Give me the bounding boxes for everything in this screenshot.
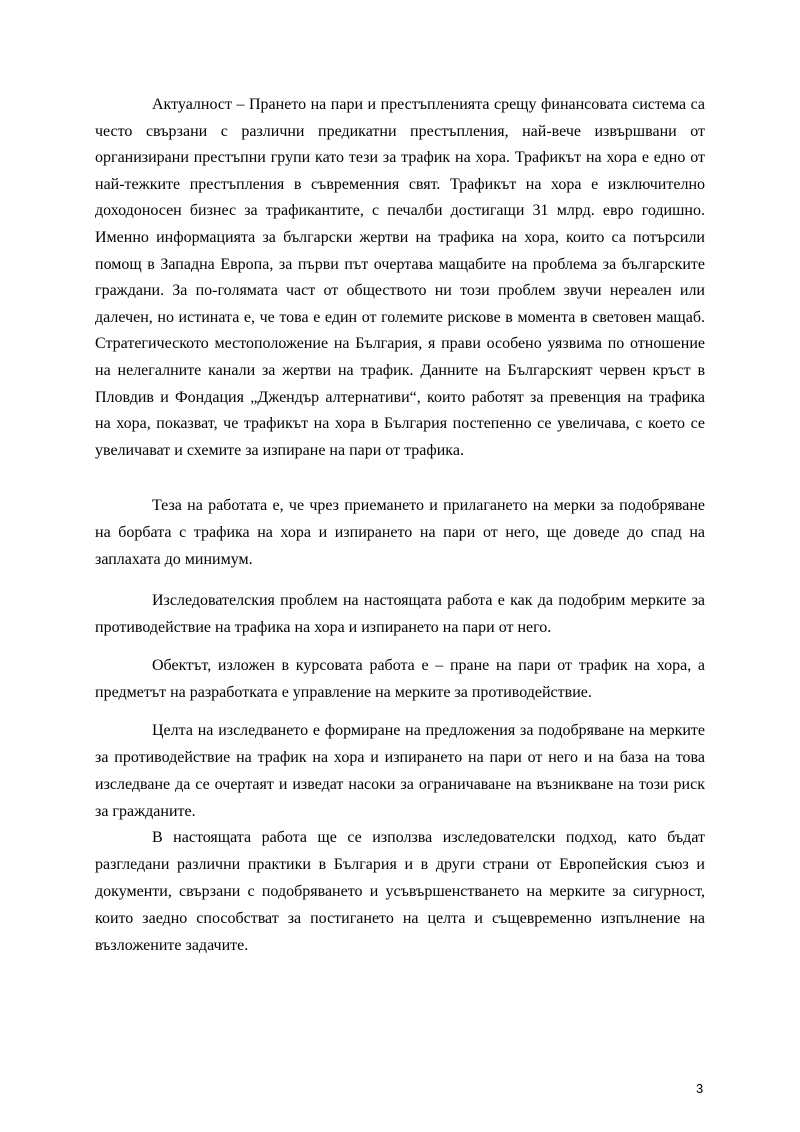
paragraph-object — [95, 652, 705, 706]
paragraph-research-problem — [95, 587, 705, 641]
text-line: често свързани с различни предикатни престъпления, най-вече извършвани от — [95, 122, 705, 140]
text-line: възложените задачите. — [95, 937, 249, 954]
paragraph-thesis — [95, 492, 705, 573]
text-line: граждани. За по-голямата част от обществото ни този проблем звучи нереален или — [95, 282, 705, 300]
text-line: изследване да се очертаят и изведат насоки за ограничаване на възникване на този риск — [95, 776, 705, 793]
paragraph-approach — [95, 824, 705, 959]
text-line: Обектът, изложен в курсовата работа е – пране на пари от трафик на хора, а — [152, 657, 705, 674]
text-line: Пловдив и Фондация „Джендър алтернативи“, които работят за превенция на трафика — [95, 388, 705, 406]
paragraph-goal — [95, 717, 705, 825]
text-line: най-тежките престъпления в съвременния свят. Трафикът на хора е изключително — [95, 175, 705, 193]
text-line: Изследователския проблем на настоящата работа е как да подобрим мерките за — [152, 592, 705, 609]
text-line: Стратегическото местоположение на България, я прави особено уязвима по отношение — [95, 335, 705, 353]
paragraph-actuality — [95, 92, 705, 464]
text-line: предметът на разработката е управление на мерките за противодействие. — [95, 684, 592, 701]
text-line: увеличават и схемите за изпиране на пари от трафика. — [95, 441, 464, 459]
page-number: 3 — [696, 1081, 704, 1096]
text-line: на нелегалните канали за жертви на трафик. Данните на Българският червен кръст в — [95, 361, 705, 379]
text-line: за противодействие на трафик на хора и изпирането на пари от него и на база на това — [95, 749, 705, 766]
text-line: Именно информацията за български жертви на трафика на хора, които са потърсили — [95, 228, 705, 246]
text-line: за гражданите. — [95, 803, 196, 820]
text-line: на хора, показват, че трафикът на хора в България постепенно се увеличава, с което се — [95, 415, 705, 433]
text-line: Теза на работата е, че чрез приемането и прилагането на мерки за подобряване — [152, 497, 705, 514]
text-line: помощ в Западна Европа, за първи път очертава мащабите на проблема за българските — [95, 255, 705, 273]
text-line: организирани престъпни групи като тези за трафик на хора. Трафикът на хора е едно от — [95, 149, 705, 167]
text-line: на борбата с трафика на хора и изпирането на пари от него, ще доведе до спад на — [95, 524, 705, 541]
text-line: противодействие на трафика на хора и изпирането на пари от него. — [95, 619, 552, 636]
text-line: Актуалност – Прането на пари и престъпленията срещу финансовата система са — [152, 96, 705, 113]
text-line: разгледани различни практики в България и в други страни от Европейския съюз и — [95, 856, 705, 873]
text-line: заплахата до минимум. — [95, 551, 253, 568]
text-line: които заедно способстват за постигането на целта и същевременно изпълнение на — [95, 910, 705, 927]
text-line: Целта на изследването е формиране на предложения за подобряване на мерките — [152, 722, 705, 739]
text-line: В настоящата работа ще се използва изследователски подход, като бъдат — [152, 829, 705, 846]
text-line: доходоносен бизнес за трафикантите, с печалби достигащи 31 млрд. евро годишно. — [95, 202, 705, 220]
text-line: документи, свързани с подобряването и усъвършенстването на мерките за сигурност, — [95, 883, 705, 900]
text-line: далечен, но истината е, че това е един от големите рискове в момента в световен мащаб. — [95, 308, 705, 326]
